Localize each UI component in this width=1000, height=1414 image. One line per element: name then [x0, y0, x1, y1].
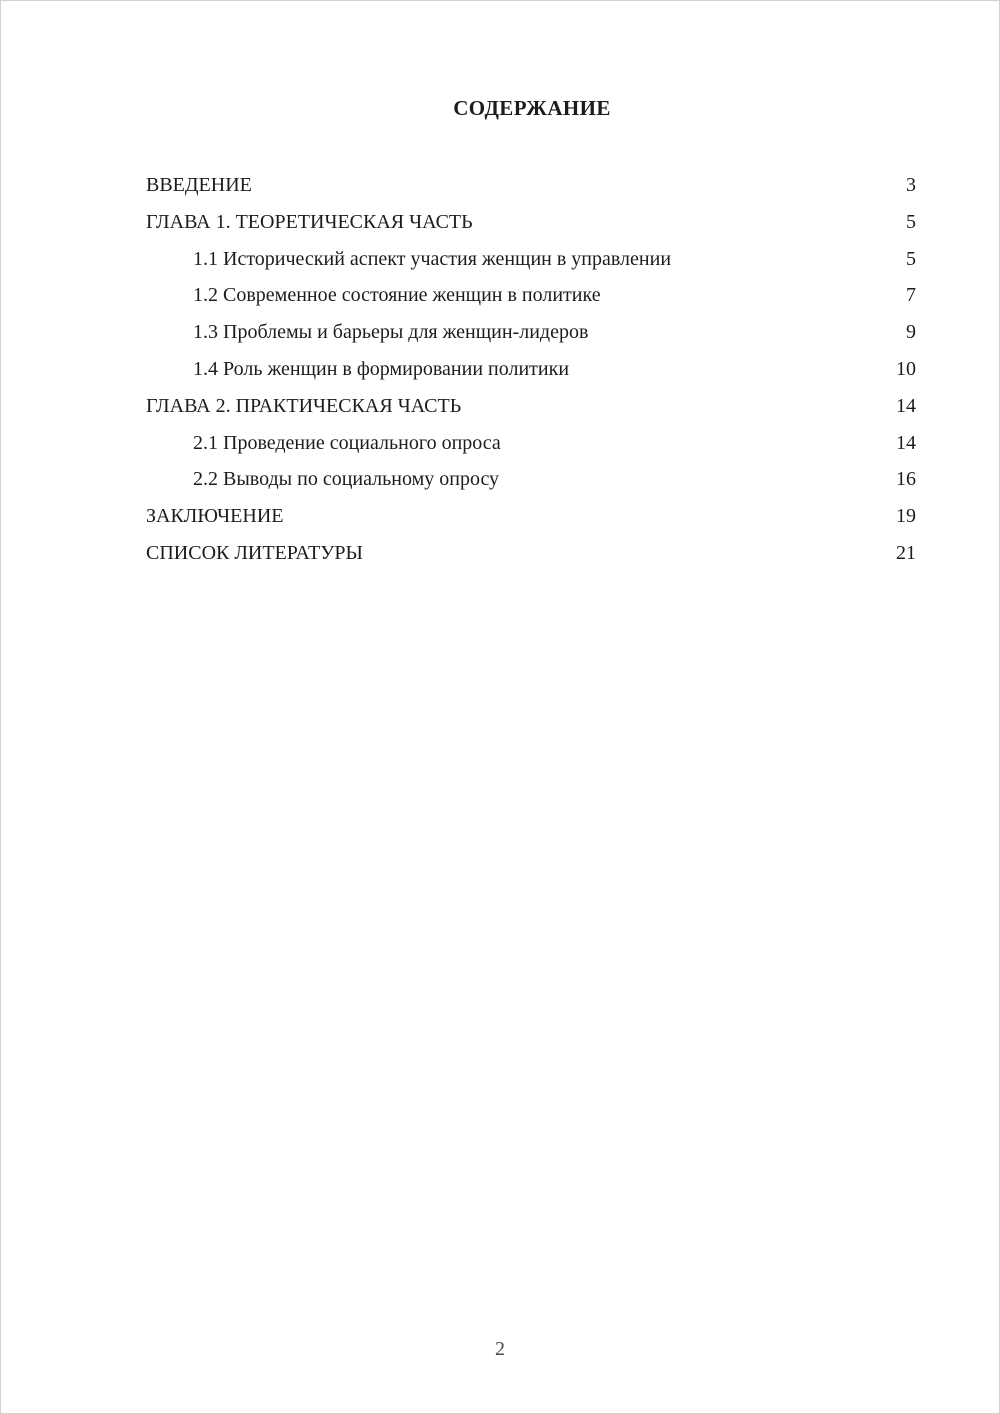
toc-entry-page: 9	[906, 321, 916, 344]
toc-entry-page: 16	[896, 468, 916, 491]
toc-entry-page: 21	[896, 541, 916, 564]
toc-entry-label: ВВЕДЕНИЕ	[146, 174, 252, 196]
page-number: 2	[495, 1338, 505, 1360]
toc-entry-page: 5	[906, 210, 916, 233]
toc-entry-page: 7	[906, 284, 916, 307]
toc-entry	[146, 425, 916, 462]
toc-entry-page: 10	[896, 357, 916, 380]
toc-entry	[146, 351, 916, 388]
toc-entry	[146, 241, 916, 278]
toc-entry	[146, 535, 916, 572]
toc-entry-label: ГЛАВА 1. ТЕОРЕТИЧЕСКАЯ ЧАСТЬ	[146, 210, 473, 233]
toc-entry-label: ГЛАВА 2. ПРАКТИЧЕСКАЯ ЧАСТЬ	[146, 394, 462, 417]
table-of-contents	[146, 167, 916, 572]
toc-entry-label: 1.4 Роль женщин в формировании политики	[193, 357, 570, 380]
toc-entry-label: 1.3 Проблемы и барьеры для женщин-лидеров	[193, 321, 589, 344]
toc-entry-page: 19	[896, 505, 916, 528]
toc-entry-page: 5	[906, 247, 916, 270]
toc-entry-page: 14	[896, 431, 916, 454]
toc-entry-label: 2.1 Проведение социального опроса	[193, 431, 501, 454]
toc-entry	[146, 498, 916, 535]
toc-entry-page: 3	[906, 174, 916, 196]
toc-entry-page: 14	[896, 394, 916, 417]
toc-entry-label: 1.1 Исторический аспект участия женщин в управлении	[193, 247, 672, 270]
toc-entry-label: 2.2 Выводы по социальному опросу	[193, 468, 500, 491]
toc-entry	[146, 167, 916, 204]
page-title: СОДЕРЖАНИЕ	[453, 96, 611, 120]
toc-entry-label: СПИСОК ЛИТЕРАТУРЫ	[146, 541, 363, 564]
toc-entry	[146, 314, 916, 351]
toc-entry-label: 1.2 Современное состояние женщин в политике	[193, 284, 601, 307]
toc-entry-label: ЗАКЛЮЧЕНИЕ	[146, 505, 284, 528]
toc-entry	[146, 204, 916, 241]
toc-entry	[146, 277, 916, 314]
toc-entry	[146, 388, 916, 425]
toc-entry	[146, 461, 916, 498]
